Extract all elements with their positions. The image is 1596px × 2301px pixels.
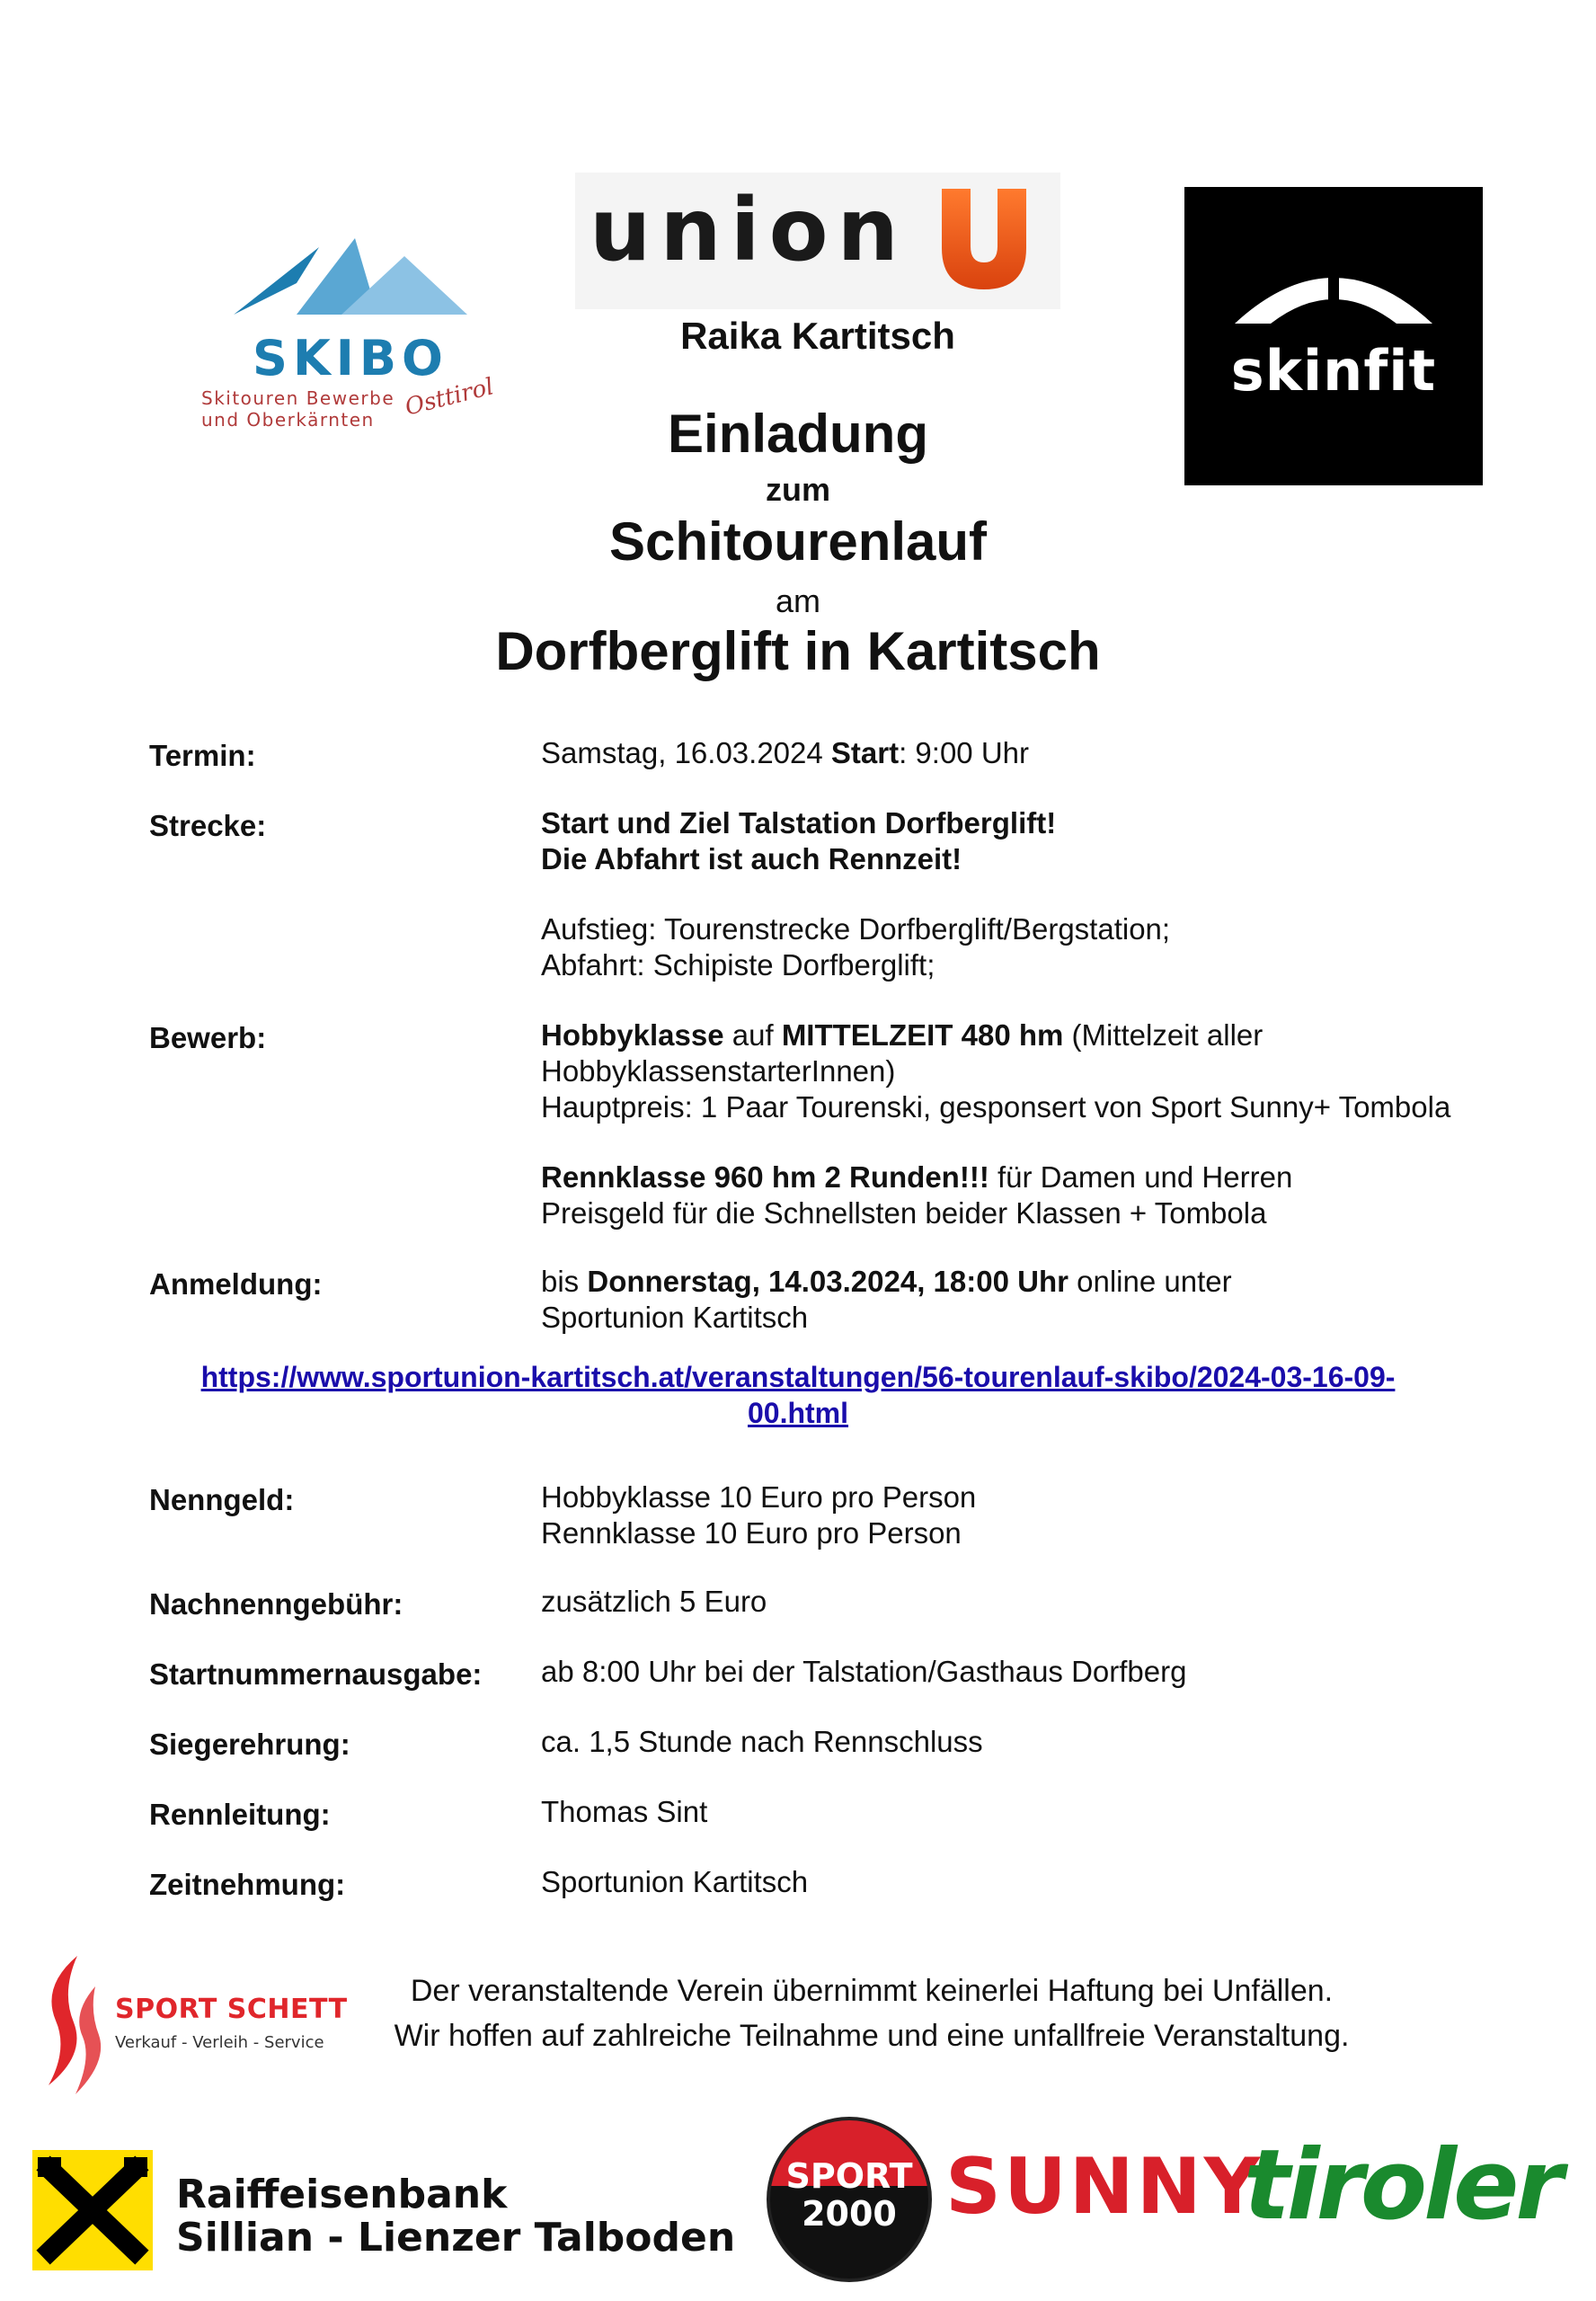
value-nenngeld bbox=[541, 1479, 1494, 1551]
strecke-line-4: Abfahrt: Schipiste Dorfberglift; bbox=[541, 948, 935, 982]
sport2000-line-1: SPORT bbox=[785, 2156, 913, 2196]
skibo-subtitle-2: und Oberkärnten bbox=[201, 409, 375, 431]
value-zeitnehmung: Sportunion Kartitsch bbox=[541, 1865, 809, 1898]
skibo-wordmark: SKIBO bbox=[253, 330, 448, 386]
registration-link-line-1[interactable]: https://www.sportunion-kartitsch.at/veranstaltungen/56-tourenlauf-skibo/2024-03-16-09- bbox=[200, 1361, 1396, 1393]
label-nachnenngebuehr: Nachnenngebühr: bbox=[149, 1587, 403, 1621]
value-startnummernausgabe: ab 8:00 Uhr bei der Talstation/Gasthaus Dorfberg bbox=[541, 1655, 1187, 1688]
raiffeisen-name bbox=[176, 2173, 735, 2260]
label-termin: Termin: bbox=[149, 739, 256, 772]
title-einladung: Einladung bbox=[668, 404, 928, 464]
raiffeisen-logo bbox=[32, 2150, 153, 2270]
disclaimer-line-2: Wir hoffen auf zahlreiche Teilnahme und eine unfallfreie Veranstaltung. bbox=[394, 2019, 1350, 2053]
label-strecke: Strecke: bbox=[149, 809, 267, 842]
bewerb-rennklasse: Rennklasse 960 hm 2 Runden!!! bbox=[541, 1160, 989, 1194]
bewerb-preisgeld: Preisgeld für die Schnellsten beider Klassen + Tombola bbox=[541, 1196, 1267, 1230]
skinfit-arc-icon bbox=[1226, 259, 1441, 331]
value-termin bbox=[541, 735, 1494, 771]
value-nachnenngebuehr: zusätzlich 5 Euro bbox=[541, 1585, 767, 1618]
title-location: Dorfberglift in Kartitsch bbox=[495, 621, 1101, 681]
disclaimer bbox=[359, 1968, 1384, 2058]
tiroler-logo: tiroler bbox=[1244, 2129, 1560, 2242]
anmeldung-pre: bis bbox=[541, 1265, 588, 1298]
nenngeld-line-2: Rennklasse 10 Euro pro Person bbox=[541, 1516, 962, 1550]
bewerb-hobby-rest-2: HobbyklassenstarterInnen) bbox=[541, 1054, 896, 1088]
union-u-icon bbox=[935, 183, 1033, 293]
value-siegerehrung: ca. 1,5 Stunde nach Rennschluss bbox=[541, 1725, 983, 1758]
termin-date: Samstag, 16.03.2024 bbox=[541, 736, 823, 769]
mountain-icon bbox=[234, 229, 476, 328]
label-zeitnehmung: Zeitnehmung: bbox=[149, 1868, 346, 1901]
label-siegerehrung: Siegerehrung: bbox=[149, 1728, 350, 1761]
value-anmeldung bbox=[541, 1264, 1494, 1336]
strecke-line-3: Aufstieg: Tourenstrecke Dorfberglift/Bergstation; bbox=[541, 912, 1171, 946]
strecke-line-2: Die Abfahrt ist auch Rennzeit! bbox=[541, 842, 962, 875]
bewerb-hauptpreis: Hauptpreis: 1 Paar Tourenski, gesponsert von Sport Sunny+ Tombola bbox=[541, 1090, 1451, 1124]
title-am: am bbox=[775, 582, 820, 619]
sponsor-line: Raika Kartitsch bbox=[680, 315, 955, 357]
anmeldung-line-2: Sportunion Kartitsch bbox=[541, 1301, 809, 1334]
bewerb-renn-rest: für Damen und Herren bbox=[989, 1160, 1293, 1194]
label-startnummernausgabe: Startnummernausgabe: bbox=[149, 1657, 483, 1691]
union-logo bbox=[575, 173, 1060, 309]
label-nenngeld: Nenngeld: bbox=[149, 1483, 295, 1516]
union-wordmark: union bbox=[590, 180, 908, 280]
sport2000-line-2: 2000 bbox=[802, 2194, 897, 2234]
strecke-line-1: Start und Ziel Talstation Dorfberglift! bbox=[541, 806, 1057, 840]
anmeldung-deadline: Donnerstag, 14.03.2024, 18:00 Uhr bbox=[587, 1265, 1068, 1298]
value-strecke bbox=[541, 805, 1494, 983]
bewerb-mittelzeit: MITTELZEIT 480 hm bbox=[781, 1018, 1064, 1052]
raiffeisen-gable-icon bbox=[32, 2150, 153, 2270]
title-schitourenlauf: Schitourenlauf bbox=[608, 511, 988, 572]
sport-schett-logo bbox=[32, 1950, 356, 2103]
value-bewerb bbox=[541, 1017, 1494, 1231]
title-zum: zum bbox=[766, 471, 830, 508]
bewerb-hobby-mid: auf bbox=[723, 1018, 782, 1052]
schett-subtitle: Verkauf - Verleih - Service bbox=[115, 2033, 324, 2052]
bewerb-hobby: Hobbyklasse bbox=[541, 1018, 724, 1052]
skibo-subtitle-1: Skitouren Bewerbe bbox=[201, 387, 395, 409]
nenngeld-line-1: Hobbyklasse 10 Euro pro Person bbox=[541, 1480, 977, 1514]
raiffeisen-line-1: Raiffeisenbank bbox=[176, 2172, 508, 2217]
registration-link[interactable] bbox=[144, 1359, 1452, 1431]
termin-start-label: Start bbox=[830, 736, 900, 769]
skinfit-wordmark: skinfit bbox=[1230, 338, 1437, 404]
schett-name: SPORT SCHETT bbox=[115, 1994, 348, 2025]
schett-swoosh-icon bbox=[32, 1950, 108, 2103]
bewerb-hobby-rest-1: (Mittelzeit aller bbox=[1063, 1018, 1264, 1052]
raiffeisen-line-2: Sillian - Lienzer Talboden bbox=[176, 2215, 736, 2261]
anmeldung-post: online unter bbox=[1068, 1265, 1232, 1298]
disclaimer-line-1: Der veranstaltende Verein übernimmt keinerlei Haftung bei Unfällen. bbox=[410, 1974, 1334, 2008]
termin-start-time: : 9:00 Uhr bbox=[899, 736, 1030, 769]
label-bewerb: Bewerb: bbox=[149, 1021, 267, 1054]
value-rennleitung: Thomas Sint bbox=[541, 1795, 708, 1828]
label-rennleitung: Rennleitung: bbox=[149, 1798, 331, 1831]
label-anmeldung: Anmeldung: bbox=[149, 1267, 323, 1301]
sunny-logo: SUNNY bbox=[945, 2142, 1263, 2232]
skibo-signature: Osttirol bbox=[402, 373, 497, 422]
sport2000-logo bbox=[764, 2114, 935, 2285]
registration-link-line-2[interactable]: 00.html bbox=[747, 1397, 849, 1429]
